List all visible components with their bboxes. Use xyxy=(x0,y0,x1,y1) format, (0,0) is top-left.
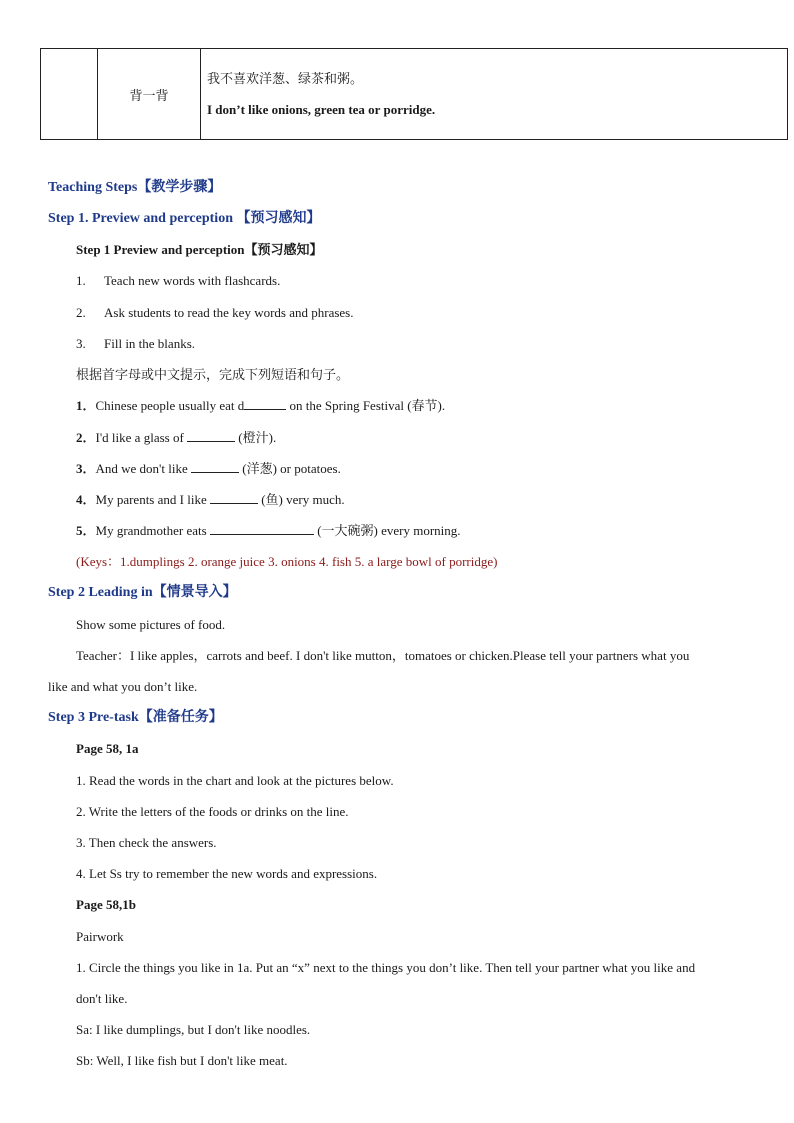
task-item: 2. Write the letters of the foods or drinks on the line. xyxy=(76,804,349,819)
task-item: 1. Read the words in the chart and look at the pictures below. xyxy=(76,773,394,788)
step2-paragraph: Teacher：I like apples，carrots and beef. I don't like mutton，tomatoes or chicken.Please tell your partners what you xyxy=(76,648,690,663)
table-empty-cell xyxy=(41,49,98,140)
exercise-item: 3．And we don't like (洋葱) or potatoes. xyxy=(76,461,341,476)
exercise-item: 2．I'd like a glass of (橙汁). xyxy=(76,430,277,445)
answer-keys: (Keys：1.dumplings 2. orange juice 3. onions 4. fish 5. a large bowl of porridge) xyxy=(76,554,498,569)
task-item: 3. Then check the answers. xyxy=(76,835,217,850)
step1-item: 2. Ask students to read the key words and phrases. xyxy=(76,305,354,320)
step2-paragraph: Show some pictures of food. xyxy=(76,617,226,632)
step1-subheading: Step 1 Preview and perception【预习感知】 xyxy=(76,242,323,257)
page-ref: Page 58,1b xyxy=(76,897,136,912)
step3-heading: Step 3 Pre-task【准备任务】 xyxy=(48,710,223,725)
teaching-steps-heading: Teaching Steps【教学步骤】 xyxy=(48,180,222,195)
step2-heading: Step 2 Leading in【情景导入】 xyxy=(48,585,237,600)
task-item: don't like. xyxy=(76,991,128,1006)
pairwork-label: Pairwork xyxy=(76,929,124,944)
table-label-cell: 背一背 xyxy=(98,49,201,140)
exercise-item: 5．My grandmother eats (一大碗粥) every morning. xyxy=(76,523,461,538)
table-content-cell xyxy=(201,49,788,140)
exercise-item: 1．Chinese people usually eat d on the Spring Festival (春节). xyxy=(76,398,446,413)
page-ref: Page 58, 1a xyxy=(76,741,139,756)
dialogue-line: Sa: I like dumplings, but I don't like noodles. xyxy=(76,1022,311,1037)
exercise-item: 4．My parents and I like (鱼) very much. xyxy=(76,492,345,507)
step2-paragraph: like and what you don’t like. xyxy=(48,679,198,694)
step1-heading: Step 1. Preview and perception 【预习感知】 xyxy=(48,211,321,226)
dialogue-line: Sb: Well, I like fish but I don't like meat. xyxy=(76,1053,288,1068)
task-item: 4. Let Ss try to remember the new words and expressions. xyxy=(76,866,378,881)
step1-item: 1. Teach new words with flashcards. xyxy=(76,273,281,288)
recite-sentence-en: I don’t like onions, green tea or porridge. xyxy=(207,102,436,117)
recite-sentence-zh: 我不喜欢洋葱、绿茶和粥。 xyxy=(207,71,364,86)
recite-table xyxy=(40,48,788,140)
step1-instruction: 根据首字母或中文提示，完成下列短语和句子。 xyxy=(76,367,350,382)
step1-item: 3. Fill in the blanks. xyxy=(76,336,195,351)
task-item: 1. Circle the things you like in 1a. Put an “x” next to the things you don’t like. Then tell your partner what you like and xyxy=(76,960,696,975)
